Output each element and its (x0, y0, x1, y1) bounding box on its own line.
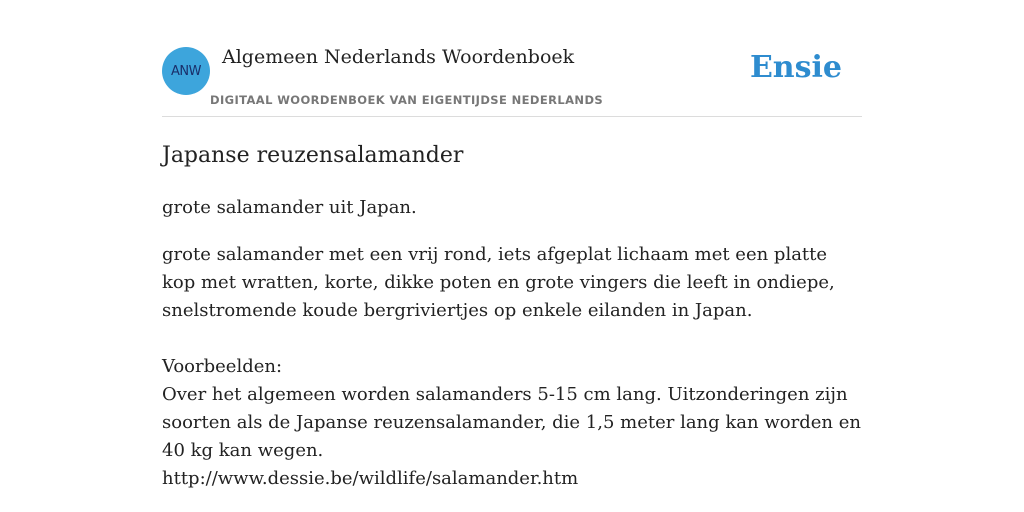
example-text: Over het algemeen worden salamanders 5-15 cm lang. Uitzonderingen zijn soorten als de Japanse reuzensalamander, die 1,5 meter lang kan worden en 40 kg kan wegen. (162, 384, 861, 461)
anw-logo[interactable] (162, 47, 210, 95)
anw-logo-text: ANW (171, 63, 201, 79)
spacer (162, 325, 862, 353)
headword: Japanse reuzensalamander (162, 143, 464, 168)
header (162, 0, 862, 117)
long-definition-block (162, 241, 862, 493)
dictionary-title[interactable]: Algemeen Nederlands Woordenboek (222, 46, 575, 68)
short-definition: grote salamander uit Japan. (162, 197, 417, 218)
dictionary-subtitle: DIGITAAL WOORDENBOEK VAN EIGENTIJDSE NEDERLANDS (210, 93, 604, 107)
ensie-brand-link[interactable]: Ensie (749, 50, 842, 85)
example-source-link[interactable]: http://www.dessie.be/wildlife/salamander.htm (162, 468, 579, 489)
entry-card (162, 0, 862, 493)
long-definition: grote salamander met een vrij rond, iets afgeplat lichaam met een platte kop met wratten, korte, dikke poten en grote vingers die leeft in ondiepe, snelstromende koude bergriviertjes op enkele eilanden in Japan. (162, 244, 835, 321)
examples-label: Voorbeelden: (162, 356, 283, 377)
